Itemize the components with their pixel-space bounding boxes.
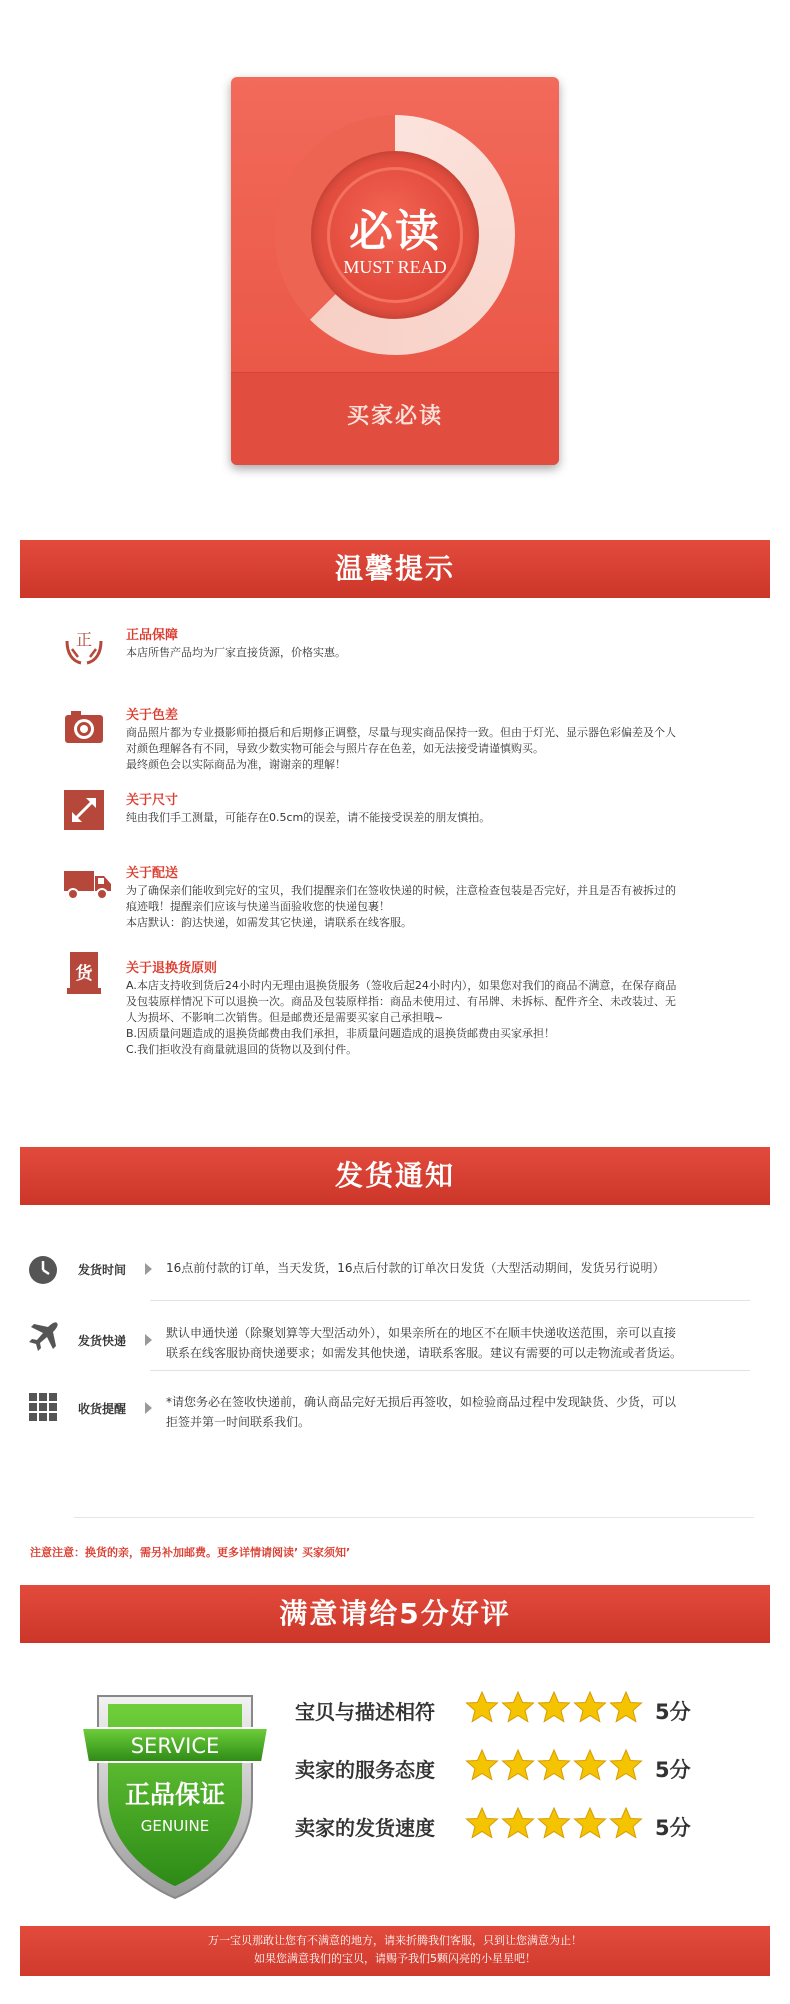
warm-tips-title: 温馨提示 [334, 552, 455, 585]
shipping-title: 发货通知 [334, 1159, 455, 1192]
goods-return-icon [64, 952, 104, 992]
svg-text:正品保证: 正品保证 [124, 1780, 226, 1809]
tip-title: 正品保障 [126, 628, 179, 643]
svg-text:正: 正 [75, 630, 93, 649]
star-icon [501, 1748, 535, 1782]
ship-divider [150, 1300, 750, 1301]
tip-line: 为了确保亲们能收到完好的宝贝，我们提醒亲们在签收快递的时候，注意检查包装是否完好，并且是否有被拆过的 [126, 884, 676, 897]
rating-banner [20, 1585, 770, 1643]
airplane-icon [28, 1320, 58, 1350]
footer-banner [20, 1926, 770, 1976]
ship-row-courier [28, 1320, 752, 1370]
ship-divider [150, 1370, 750, 1371]
resize-arrow-icon [64, 790, 104, 830]
must-read-disc [327, 167, 463, 303]
star-icon [609, 1748, 643, 1782]
star-icon [609, 1806, 643, 1840]
rating-score: 5分 [655, 1816, 691, 1840]
chevron-right-icon [145, 1334, 152, 1346]
tip-size [64, 790, 754, 840]
progress-ring [275, 115, 515, 355]
rating-score: 5分 [655, 1700, 691, 1724]
tip-line: 及包装原样情况下可以退换一次。商品及包装原样指：商品未使用过、有吊牌、未拆标、配件齐全、未改装过、无 [126, 995, 676, 1008]
rating-label: 卖家的服务态度 [295, 1758, 435, 1782]
ship-text-line: 联系在线客服协商快递要求；如需发其他快递，请联系客服。建议有需要的可以走物流或者货运。 [166, 1346, 683, 1360]
camera-icon [64, 707, 104, 747]
chevron-right-icon [145, 1263, 152, 1275]
footer-line: 万一宝贝那敢让您有不满意的地方，请来折腾我们客服，只到让您满意为止！ [208, 1934, 582, 1947]
ship-divider [74, 1517, 754, 1518]
rating-row-shipping-speed [295, 1806, 735, 1846]
tip-line: C.我们拒收没有商量就退回的货物以及到付件。 [126, 1043, 358, 1056]
star-rating [465, 1806, 645, 1842]
star-icon [465, 1806, 499, 1840]
chevron-right-icon [145, 1402, 152, 1414]
must-read-title: 必读 [349, 206, 441, 257]
star-rating [465, 1748, 645, 1784]
tip-color-difference [64, 707, 754, 782]
tip-title: 关于退换货原则 [126, 961, 218, 976]
ship-label: 收货提醒 [78, 1402, 127, 1416]
must-read-subtitle: MUST READ [343, 257, 447, 277]
ship-label: 发货时间 [78, 1263, 127, 1277]
tip-line: B.因质量问题造成的退换货邮费由我们承担，非质量问题造成的退换货邮费由买家承担！ [126, 1027, 556, 1040]
star-icon [573, 1690, 607, 1724]
ship-text-line: 16点前付款的订单，当天发货，16点后付款的订单次日发货（大型活动期间，发货另行说明） [166, 1261, 665, 1275]
grid-icon [28, 1392, 58, 1422]
star-icon [537, 1806, 571, 1840]
tip-line: 商品照片都为专业摄影师拍摄后和后期修正调整，尽量与现实商品保持一致。但由于灯光、显示器色彩偏差及个人 [126, 726, 676, 739]
star-icon [573, 1806, 607, 1840]
star-icon [609, 1690, 643, 1724]
genuine-guarantee-badge [80, 1688, 270, 1903]
star-icon [537, 1748, 571, 1782]
tip-line: 人为损坏、不影响二次销售。但是邮费还是需要买家自己承担哦~ [126, 1011, 444, 1024]
star-icon [573, 1748, 607, 1782]
svg-text:SERVICE: SERVICE [130, 1734, 220, 1758]
ship-label: 发货快递 [78, 1334, 127, 1348]
tip-title: 关于色差 [126, 708, 179, 723]
rating-row-service [295, 1748, 735, 1788]
ship-text-line: *请您务必在签收快递前，确认商品完好无损后再签收，如检验商品过程中发现缺货、少货，可以 [166, 1395, 677, 1409]
tip-delivery [64, 865, 754, 940]
rating-label: 卖家的发货速度 [295, 1816, 435, 1840]
buyer-must-read-label: 买家必读 [346, 404, 443, 429]
warm-tips-banner [20, 540, 770, 598]
star-rating [465, 1690, 645, 1726]
tip-line: 本店默认：韵达快递，如需发其它快递，请联系在线客服。 [126, 916, 412, 929]
footer-line: 如果您满意我们的宝贝，请赐予我们5颗闪亮的小星星吧！ [254, 1952, 536, 1965]
rating-score: 5分 [655, 1758, 691, 1782]
tip-line: 对颜色理解各有不同，导致少数实物可能会与照片存在色差，如无法接受请谨慎购买。 [126, 742, 544, 755]
star-icon [465, 1748, 499, 1782]
must-read-card[interactable] [231, 77, 559, 465]
tip-line: 痕迹哦！提醒亲们应该与快递当面验收您的快递包裹！ [126, 900, 390, 913]
exchange-notice: 注意注意：换货的亲，需另补加邮费。更多详情请阅读’ 买家须知’ [30, 1546, 351, 1559]
genuine-hands-icon [64, 627, 104, 667]
ring-inner [311, 151, 479, 319]
card-footer [231, 372, 559, 465]
tip-title: 关于配送 [126, 866, 179, 881]
rating-title: 满意请给5分好评 [279, 1597, 511, 1630]
rating-row-description [295, 1690, 735, 1730]
star-icon [501, 1806, 535, 1840]
truck-icon [64, 865, 104, 905]
tip-line: 最终颜色会以实际商品为准，谢谢亲的理解！ [126, 758, 346, 771]
star-icon [537, 1690, 571, 1724]
tip-return-policy [64, 952, 754, 1062]
star-icon [501, 1690, 535, 1724]
tip-line: 本店所售产品均为厂家直接货源，价格实惠。 [126, 646, 346, 659]
ship-row-time [28, 1255, 752, 1295]
ship-text-line: 拒签并第一时间联系我们。 [166, 1415, 311, 1429]
tip-genuine [64, 627, 754, 677]
tip-title: 关于尺寸 [126, 793, 179, 808]
shipping-banner [20, 1147, 770, 1205]
ship-text-line: 默认申通快递（除聚划算等大型活动外），如果亲所在的地区不在顺丰快递收送范围，亲可以直接 [166, 1326, 677, 1340]
rating-label: 宝贝与描述相符 [295, 1700, 435, 1724]
tip-line: A.本店支持收到货后24小时内无理由退换货服务（签收后起24小时内），如果您对我们的商品不满意，在保存商品 [126, 979, 677, 992]
star-icon [465, 1690, 499, 1724]
svg-text:GENUINE: GENUINE [140, 1817, 210, 1835]
tip-line: 纯由我们手工测量，可能存在0.5cm的误差，请不能接受误差的朋友慎拍。 [126, 811, 491, 824]
svg-text:货: 货 [75, 964, 93, 984]
ship-row-receipt [28, 1392, 752, 1442]
clock-icon [28, 1255, 58, 1285]
